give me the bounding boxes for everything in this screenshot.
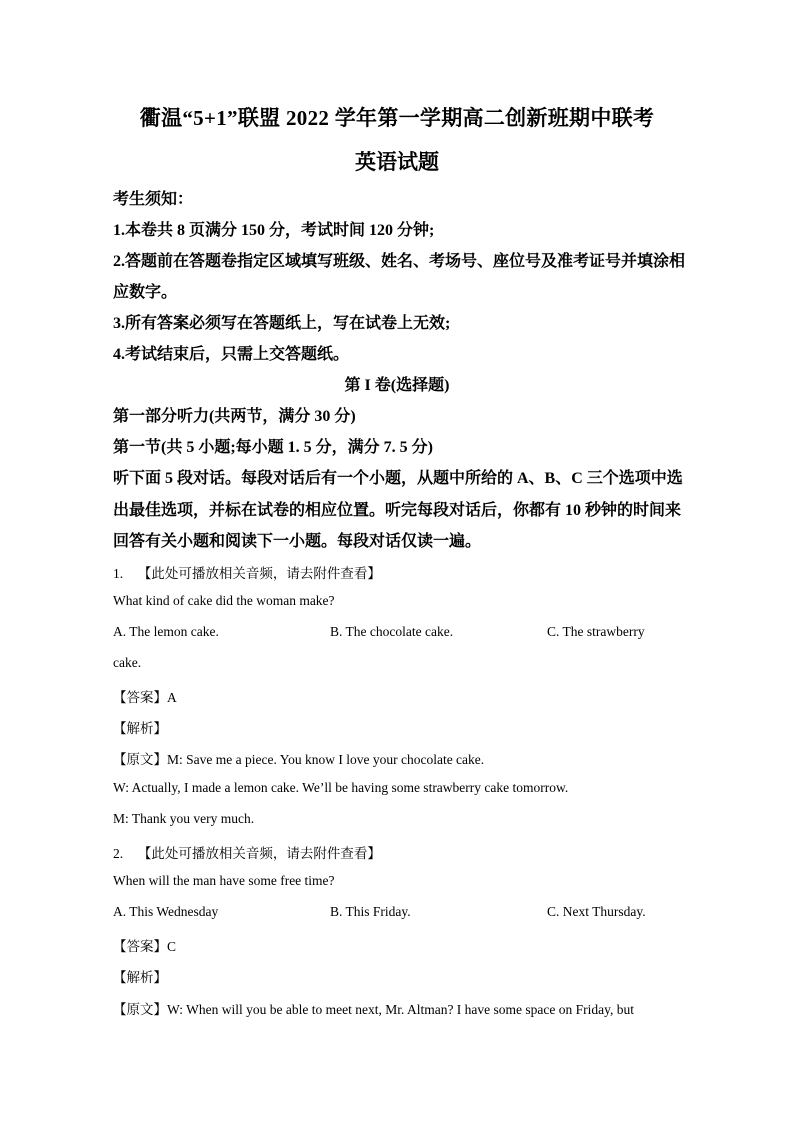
answer-line — [113, 935, 176, 955]
question-header — [113, 842, 381, 862]
exam-title: 衢温“5+1”联盟 2022 学年第一学期高二创新班期中联考 — [139, 106, 655, 130]
transcript-text: M: Save me a piece. You know I love your chocolate cake. — [167, 752, 485, 767]
option-b: B. The chocolate cake. — [330, 624, 454, 639]
notice-item: 2.答题前在答题卷指定区域填写班级、姓名、考场号、座位号及准考证号并填涂相 — [113, 253, 686, 270]
instructions-line: 听下面 5 段对话。每段对话后有一个小题，从题中所给的 A、B、C 三个选项中选 — [113, 470, 683, 487]
exam-subtitle: 英语试题 — [355, 150, 439, 174]
option-c: C. Next Thursday. — [547, 904, 646, 919]
subpart-heading: 第一节(共 5 小题;每小题 1. 5 分，满分 7. 5 分) — [113, 439, 433, 456]
audio-note[interactable]: 【此处可播放相关音频，请去附件查看】 — [137, 846, 381, 861]
option-a: A. This Wednesday — [113, 904, 219, 919]
transcript-line — [113, 998, 634, 1018]
option-a: A. The lemon cake. — [113, 624, 219, 639]
question-header — [113, 562, 381, 582]
transcript-label: 【原文】 — [113, 1002, 167, 1017]
notice-item: 4.考试结束后，只需上交答题纸。 — [113, 346, 350, 363]
answer-value: A — [167, 690, 177, 705]
instructions-line: 回答有关小题和阅读下一小题。每段对话仅读一遍。 — [113, 533, 482, 550]
transcript-text: W: When will you be able to meet next, Mr. Altman? I have some space on Friday, but — [167, 1002, 635, 1017]
notice-item: 应数字。 — [113, 284, 178, 301]
part-heading: 第一部分听力(共两节，满分 30 分) — [113, 408, 356, 425]
question-prompt: What kind of cake did the woman make? — [113, 593, 335, 608]
notice-item: 3.所有答案必须写在答题纸上，写在试卷上无效; — [113, 315, 451, 332]
question-number: 2. — [113, 846, 124, 861]
answer-line — [113, 686, 177, 706]
question-prompt: When will the man have some free time? — [113, 873, 335, 888]
option-b: B. This Friday. — [330, 904, 411, 919]
transcript-line — [113, 748, 484, 768]
answer-value: C — [167, 939, 177, 954]
audio-note[interactable]: 【此处可播放相关音频，请去附件查看】 — [137, 566, 381, 581]
analysis-label: 【解析】 — [113, 970, 167, 985]
transcript-text: W: Actually, I made a lemon cake. We’ll be having some strawberry cake tomorrow. — [113, 780, 569, 795]
instructions-line: 出最佳选项，并标在试卷的相应位置。听完每段对话后，你都有 10 秒钟的时间来 — [113, 502, 682, 519]
notice-item: 1.本卷共 8 页满分 150 分，考试时间 120 分钟; — [113, 222, 435, 239]
transcript-label: 【原文】 — [113, 752, 167, 767]
option-c: C. The strawberry — [547, 624, 645, 639]
option-c-wrap: cake. — [113, 655, 142, 670]
analysis-label: 【解析】 — [113, 721, 167, 736]
question-number: 1. — [113, 566, 124, 581]
answer-label: 【答案】 — [113, 939, 167, 954]
transcript-text: M: Thank you very much. — [113, 811, 255, 826]
answer-label: 【答案】 — [113, 690, 167, 705]
notice-heading: 考生须知： — [113, 191, 194, 208]
volume-heading: 第 I 卷(选择题) — [344, 377, 450, 394]
